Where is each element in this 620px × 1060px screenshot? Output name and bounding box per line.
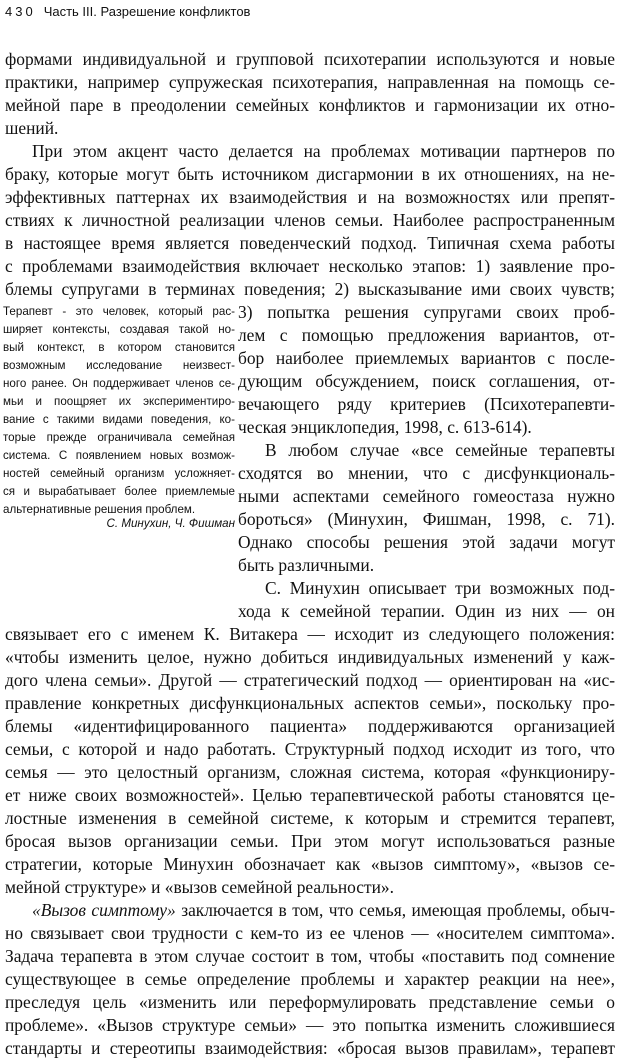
text-line: С. Минухин описывает три возможных под- [265, 578, 615, 598]
sidebar-line: торые прежде ограничивала семейная [3, 431, 235, 444]
text-line: ческая энциклопедия, 1998, с. 613-614). [238, 417, 532, 437]
text-line: бросая вызов организации семьи. При этом могут использоваться разные [5, 831, 615, 851]
text-line: При этом акцент часто делается на проблемах мотивации партнеров по [32, 141, 615, 161]
sidebar-line: ширяет контексты, создавая такой но- [3, 323, 235, 336]
sidebar-line: вание с такими видами поведения, ко- [3, 413, 235, 426]
text-line: правление конкретных дисфункциональных аспектов семьи», поскольку про- [5, 693, 615, 713]
text-line: связывает его с именем К. Витакера — исходит из следующего положения: [5, 624, 615, 644]
text-line: семья — это целостный организм, сложная система, которая «функциониру- [5, 762, 615, 782]
text-line: блемы супругами в терминах поведения; 2) высказывание ими своих чувств; [5, 279, 615, 299]
text-line: стандарты и стереотипы взаимодействия: «бросая вызов правилам», терапевт [5, 1038, 615, 1058]
text-span: заключается в том, что семья, имеющая проблемы, обыч- [175, 900, 615, 920]
text-line: 3) попытка решения супругами своих проб- [238, 302, 615, 322]
text-line: практики, например супружеская психотерапия, направленная на помощь се- [5, 72, 615, 92]
text-line: мейной структуре» и «вызов семейной реальности». [5, 877, 394, 897]
text-line: ствиях к личностной реализации членов семьи. Наиболее распространенным [5, 210, 615, 230]
sidebar-line: ного ранее. Он поддерживает членов се- [3, 377, 235, 390]
emphasis: «Вызов симптому» [32, 900, 176, 920]
text-line: В любом случае «все семейные терапевты [265, 440, 615, 460]
text-line: семьи, с которой и надо работать. Структурный подход исходит из того, что [5, 739, 615, 759]
sidebar-line: ся и вырабатывает более приемлемые [3, 485, 235, 498]
text-line: Однако способы решения этой задачи могут [238, 532, 615, 552]
text-line: вечающего ряду критериев (Психотерапевти- [238, 394, 615, 414]
sidebar-line: вый контекст, в котором становится [3, 341, 235, 354]
sidebar-line: Терапевт - это человек, который рас- [3, 305, 235, 318]
text-line: эффективных паттернах их взаимодействия и на возможностях или препят- [5, 187, 615, 207]
text-line: формами индивидуальной и групповой психотерапии используются и новые [5, 49, 615, 69]
text-line: хода к семейной терапии. Один из них — он [238, 601, 615, 621]
text-line: существующее в семье определение проблемы и характер реакции на нее», [5, 969, 615, 989]
text-line: стратегии, которые Минухин обозначает как «вызов симптому», «вызов се- [5, 854, 615, 874]
text-line: мейной паре в преодолении семейных конфликтов и гармонизации их отно- [5, 95, 615, 115]
sidebar-line: возможным исследование неизвест- [3, 359, 235, 372]
running-header [5, 4, 250, 19]
text-line: быть различными. [238, 555, 375, 575]
sidebar-line: система. С появлением новых возмож- [3, 449, 235, 462]
quote-attribution: С. Минухин, Ч. Фишман [106, 517, 235, 530]
text-line: с проблемами взаимодействия включает несколько этапов: 1) заявление про- [5, 256, 615, 276]
sidebar-line: ностей семейный организм усложняет- [3, 467, 235, 480]
text-line: ными аспектами семейного гомеостаза нужно [238, 486, 615, 506]
text-line: «чтобы изменить целое, нужно добиться индивидуальных изменений у каж- [5, 647, 615, 667]
text-line: бор наиболее приемлемых вариантов с после- [238, 348, 615, 368]
text-line [5, 899, 615, 922]
text-line: шений. [5, 118, 59, 138]
text-line: но связывает свои трудности с кем-то из ее членов — «носителем симптома». [5, 923, 615, 943]
sidebar-line: мьи и поощряет их экспериментиро- [3, 395, 235, 408]
text-line: в настоящее время является поведенческий подход. Типичная схема работы [5, 233, 615, 253]
text-line: проблеме». «Вызов структуре семьи» — это попытка изменить сложившиеся [5, 1015, 615, 1035]
text-line: дого члена семьи». Другой — стратегический подход — ориентирован на «ис- [5, 670, 615, 690]
text-line: дующим обсуждением, поиск соглашения, от- [238, 371, 615, 391]
sidebar-line: альтернативные решения проблем. [3, 503, 196, 516]
chapter-title: Часть III. Разрешение конфликтов [43, 4, 251, 19]
text-line: Задача терапевта в этом случае состоит в том, чтобы «поставить под сомнение [5, 946, 615, 966]
text-line: лостные изменения в семейной системе, к которым и стремится терапевт, [5, 808, 615, 828]
text-line: лем с помощью предложения вариантов, от- [238, 325, 615, 345]
page-number: 430 [5, 4, 36, 19]
text-line: преследуя цель «изменить или переформулировать представление семьи о [5, 992, 615, 1012]
text-line: бороться» (Минухин, Фишман, 1998, с. 71). [238, 509, 615, 529]
text-line: ет ниже своих возможностей». Целью терапевтической работы становятся це- [5, 785, 615, 805]
text-line: сходятся во мнении, что с дисфункциональ- [238, 463, 615, 483]
text-line: блемы «идентифицированного пациента» поддерживаются организацией [5, 716, 615, 736]
text-line: браку, которые могут быть источником дисгармонии в их отношениях, на не- [5, 164, 615, 184]
